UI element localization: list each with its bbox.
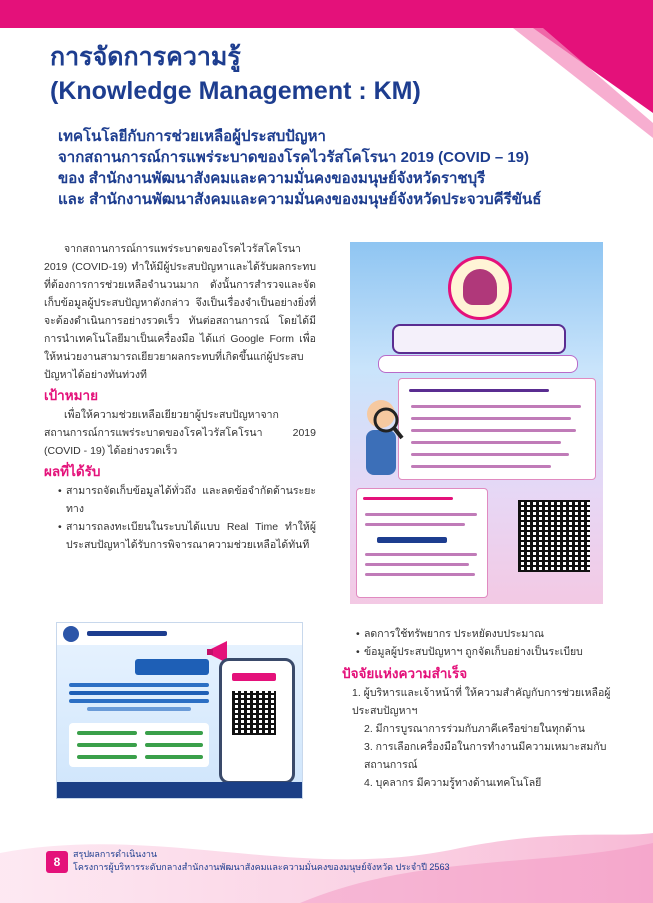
success-factor-1: 1. ผู้บริหารและเจ้าหน้าที่ ให้ความสำคัญกับการช่วยเหลือผู้ประสบปัญหาฯ <box>352 687 611 717</box>
poster-info-box <box>398 378 596 480</box>
right-column <box>342 625 617 792</box>
footer-line-2: โครงการผู้บริหารระดับกลางสำนักงานพัฒนาสังคมและความมั่นคงของมนุษย์จังหวัด ประจำปี 2563 <box>73 862 450 872</box>
poster-sub-banner <box>378 355 578 373</box>
goal-heading: เป้าหมาย <box>44 388 99 403</box>
success-factor-2: 2. มีการบูรณาการร่วมกับภาคีเครือข่ายในทุกด้าน <box>364 723 585 735</box>
result-item-1: • สามารถจัดเก็บข้อมูลได้ทั่วถึง และลดข้อจำกัดด้านระยะทาง <box>44 482 316 518</box>
register-label <box>135 659 209 675</box>
registration-poster-image <box>56 622 303 799</box>
magnifier-icon <box>356 392 406 487</box>
result-item-3: • ลดการใช้ทรัพยากร ประหยัดงบประมาณ <box>342 625 617 643</box>
emblem-icon <box>448 256 512 320</box>
corner-decoration <box>473 28 653 138</box>
page-title-english: (Knowledge Management : KM) <box>50 77 421 105</box>
page-title-thai: การจัดการความรู้ <box>50 43 241 71</box>
phone-icon <box>219 658 295 784</box>
project-poster-image <box>350 242 603 604</box>
checklist-box <box>69 723 209 767</box>
subtitle-line-2: จากสถานการณ์การแพร่ระบาดของโรคไวรัสโคโรนา 2019 (COVID – 19) <box>58 149 530 166</box>
poster-header <box>57 623 302 645</box>
success-factor-4: 4. บุคลากร มีความรู้ทางด้านเทคโนโลยี <box>364 777 542 789</box>
poster-banner <box>392 324 566 354</box>
qr-code-icon <box>232 691 276 735</box>
qr-code-icon <box>518 500 590 572</box>
poster-footer <box>57 782 302 798</box>
subtitle-line-1: เทคโนโลยีกับการช่วยเหลือผู้ประสบปัญหา <box>58 128 326 145</box>
page-title <box>50 40 421 108</box>
result-item-2: • สามารถลงทะเบียนในระบบได้แบบ Real Time ทำให้ผู้ประสบปัญหาได้รับการพิจารณาความช่วยเหลือได้ทันที <box>44 518 316 554</box>
footer-line-1: สรุปผลการดำเนินงาน <box>73 849 158 859</box>
result-item-4: • ข้อมูลผู้ประสบปัญหาฯ ถูกจัดเก็บอย่างเป็นระเบียบ <box>342 643 617 661</box>
success-factor-3: 3. การเลือกเครื่องมือในการทำงานมีความเหมาะสมกับสถานการณ์ <box>364 741 607 771</box>
subtitle-line-4: และ สำนักงานพัฒนาสังคมและความมั่นคงของมนุษย์จังหวัดประจวบคีรีขันธ์ <box>58 191 542 208</box>
intro-paragraph: จากสถานการณ์การแพร่ระบาดของโรคไวรัสโคโรนา 2019 (COVID-19) ทำให้มีผู้ประสบปัญหาและได้รับผลกระทบที่ต้องการการช่วยเหลือจำนวนมาก ดังนั้นการสำรวจและจัดเก็บข้อมูลผู้ประสบปัญหาดังกล่าว จึงเป็นเรื่องจำเป็นอย่างยิ่งที่จะต้องดำเนินการอย่างรวดเร็ว ทันต่อสถานการณ์ โดยได้มีการนำเทคโนโลยีมาเป็นเครื่องมือ ได้แก่ Google Form เพื่อให้หน่วยงานสามารถเยียวยาผลกระทบที่เกิดขึ้นแก่ผู้ประสบปัญหาได้อย่างทันท่วงที <box>44 243 316 381</box>
poster-contact-box <box>356 488 488 598</box>
article-subtitle <box>58 126 618 210</box>
footer-caption <box>73 848 449 874</box>
page-number: 8 <box>46 851 68 873</box>
subtitle-line-3: ของ สำนักงานพัฒนาสังคมและความมั่นคงของมนุษย์จังหวัดราชบุรี <box>58 170 486 187</box>
top-accent-bar <box>0 0 653 28</box>
left-column <box>44 240 316 554</box>
goal-paragraph: เพื่อให้ความช่วยเหลือเยียวยาผู้ประสบปัญหาจากสถานการณ์การแพร่ระบาดของโรคไวรัสโคโรนา 2019 (COVID - 19) ได้อย่างรวดเร็ว <box>44 409 316 457</box>
result-heading: ผลที่ได้รับ <box>44 464 101 479</box>
success-heading: ปัจจัยแห่งความสำเร็จ <box>342 666 468 681</box>
